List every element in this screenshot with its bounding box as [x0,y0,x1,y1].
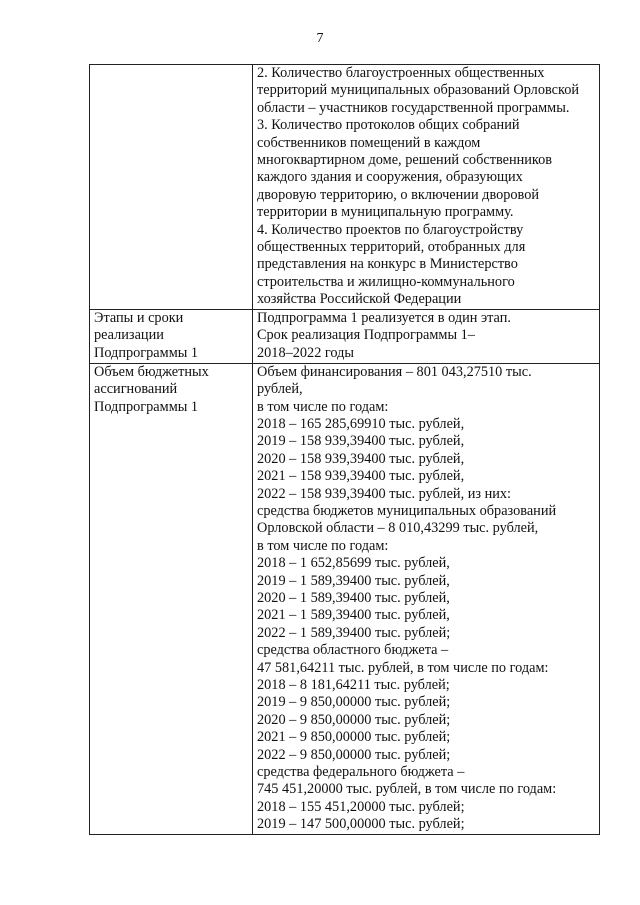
text-line: 2020 – 1 589,39400 тыс. рублей, [257,589,450,606]
table-row [90,309,600,363]
text-line: строительства и жилищно-коммунального [257,273,515,290]
text-line: реализации [94,327,164,344]
text-line: территорий муниципальных образований Орловской [257,82,579,99]
text-line: 2020 – 158 939,39400 тыс. рублей, [257,450,465,467]
text-line: в том числе по годам: [257,537,389,554]
text-line: области – участников государственной программы. [257,99,570,116]
text-line: Подпрограмма 1 реализуется в один этап. [257,309,511,326]
text-line: 2018–2022 годы [257,344,355,361]
row-label-cell [90,363,253,834]
text-line: Этапы и сроки [94,309,184,326]
text-line: Орловской области – 8 010,43299 тыс. рублей, [257,520,539,537]
text-line: Объем бюджетных [94,363,209,380]
row-content-cell [253,309,600,363]
row-content-cell [253,65,600,310]
text-line: общественных территорий, отобранных для [257,239,526,256]
text-line: каждого здания и сооружения, образующих [257,169,523,186]
text-line: 2018 – 1 652,85699 тыс. рублей, [257,555,450,572]
text-line: Объем финансирования – 801 043,27510 тыс. [257,363,532,380]
text-line: 2021 – 1 589,39400 тыс. рублей, [257,607,450,624]
text-line: Подпрограммы 1 [94,398,199,415]
text-line: в том числе по годам: [257,398,389,415]
row-label-cell [90,65,253,310]
text-line: 2020 – 9 850,00000 тыс. рублей; [257,711,451,728]
text-line: ассигнований [94,381,178,398]
text-line: собственников помещений в каждом [257,134,481,151]
text-line: 4. Количество проектов по благоустройству [257,221,524,238]
text-line: территории в муниципальную программу. [257,204,514,221]
page-number: 7 [316,31,324,46]
text-line: 2021 – 158 939,39400 тыс. рублей, [257,468,465,485]
row-label-cell [90,309,253,363]
table-row [90,363,600,834]
text-line: 2019 – 158 939,39400 тыс. рублей, [257,433,465,450]
text-line: дворовую территорию, о включении дворовой [257,186,539,203]
text-line: представления на конкурс в Министерство [257,256,518,273]
text-line: средства бюджетов муниципальных образований [257,502,557,519]
text-line: рублей, [257,381,303,398]
text-line: 2021 – 9 850,00000 тыс. рублей; [257,729,451,746]
text-line: 2018 – 155 451,20000 тыс. рублей; [257,798,465,815]
text-line: 2019 – 1 589,39400 тыс. рублей, [257,572,450,589]
row-content-cell [253,363,600,834]
table-row [90,65,600,310]
text-line: хозяйства Российской Федерации [257,291,462,308]
text-line: 47 581,64211 тыс. рублей, в том числе по годам: [257,659,549,676]
text-line: средства областного бюджета – [257,642,449,659]
text-line: средства федерального бюджета – [257,764,465,781]
text-line: 745 451,20000 тыс. рублей, в том числе по годам: [257,781,557,798]
text-line: 2. Количество благоустроенных общественных [257,65,545,81]
text-line: 2018 – 8 181,64211 тыс. рублей; [257,677,450,693]
text-line: 2018 – 165 285,69910 тыс. рублей, [257,415,465,432]
text-line: Срок реализация Подпрограммы 1– [257,327,475,344]
text-line: 2019 – 9 850,00000 тыс. рублей; [257,694,451,711]
text-line: 2019 – 147 500,00000 тыс. рублей; [257,816,465,833]
text-line: 3. Количество протоколов общих собраний [257,117,520,134]
text-line: многоквартирном доме, решений собственников [257,152,553,169]
passport-table [89,64,600,835]
text-line: 2022 – 1 589,39400 тыс. рублей; [257,624,451,641]
text-line: Подпрограммы 1 [94,344,199,361]
text-line: 2022 – 158 939,39400 тыс. рублей, из них: [257,485,512,502]
text-line: 2022 – 9 850,00000 тыс. рублей; [257,746,451,763]
